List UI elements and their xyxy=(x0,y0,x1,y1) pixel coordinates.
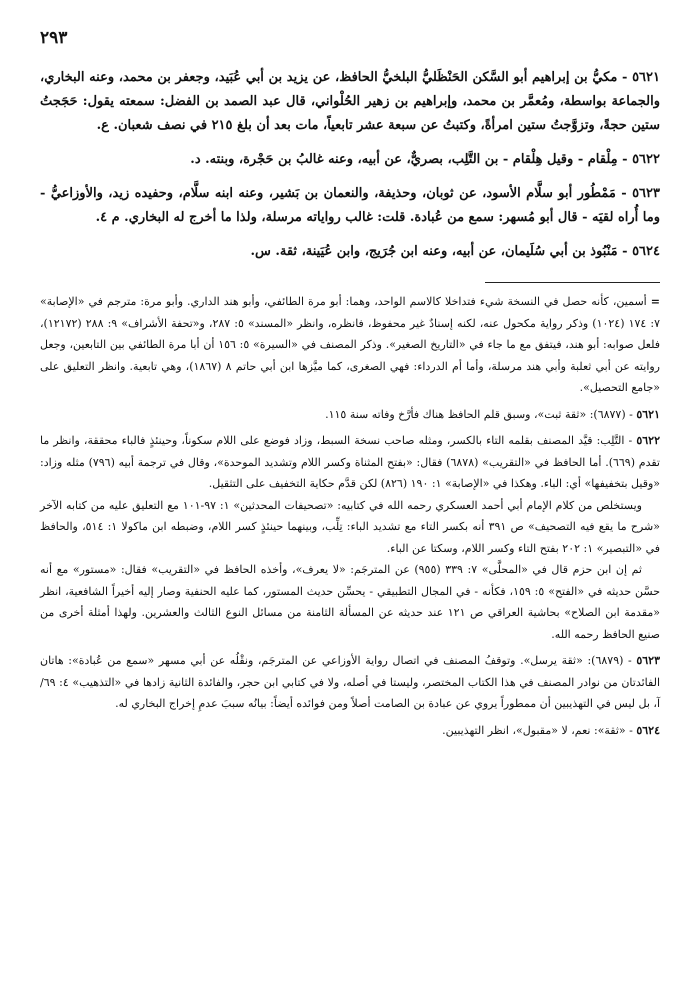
footnote-number: ٥٦٢٣ xyxy=(636,654,660,667)
footnote-text: أسمين، كأنه حصل في النسخة شيء فتداخلا كالاسم الواحد، وهما: أبو مرة الطائفي، وأبو هند الداري. وأبو مرة: مترجم في «الإصابة» ٧: ١٧٤ (١٠٢٤) وذكر رواية مكحول عنه، لكنه إسنادٌ غير محفوظ، فانظره، وانظر «المسند» ٥: ٢٨٧، و«تحفة الأشراف» ٩: ٢٨٨ (١٢١٧٢)، فلعل صوابه: أبو هند، فيتفق مع ما جاء في «التاريخ الصغير». وذكر المصنف في «السيرة» ٥: ١٥٦ أن أبا مرة الطائفي بين التابعين، وجعل روايته عن أبي ثعلبة وأبي هند مرسلة، وأما أم الدرداء: فهي الصغرى، كما ميَّزها ابن أبي حاتم ٨ (١٨٦٧)، وهي تابعية. وانظر التعليق على «جامع التحصيل». xyxy=(40,295,661,394)
entry-number: ٥٦٢٤ xyxy=(632,244,660,259)
footnote-paragraph: ويستخلص من كلام الإمام أبي أحمد العسكري رحمه الله في كتابيه: «تصحيفات المحدثين» ١: ٩٧-١٠١ مع التعليق عليه من كتابه الآخر «شرح ما يقع فيه التصحيف» ص ٣٩١ أنه بكسر التاء مع تشديد الباء: تِلِّب، وبينهما حينئذٍ كسر اللام، وضبطه ابن ماكولا ١: ٥١٤، والحافظ في «التبصير» ١: ٢٠٢ بفتح التاء وكسر اللام، وسكتا عن الباء. xyxy=(40,498,660,555)
entry-5623: ٥٦٢٣ - مَمْطُور أبو سلَّام الأسود، عن ثوبان، وحذيفة، والنعمان بن بَشير، وعنه ابنه سلَّام، وحفيده زيد، والأوزاعيُّ - وما أُراه لقيَه - قال أبو مُسهر: سمع من عُبادة. قلت: غالب رواياته مرسلة، ولذا ما أخرج له البخاري. م ٤. xyxy=(40,186,660,225)
main-text xyxy=(40,66,660,264)
entry-number: ٥٦٢٣ xyxy=(632,186,660,201)
footnote-separator xyxy=(485,282,660,283)
footnote-continuation xyxy=(40,291,660,399)
footnotes xyxy=(40,291,660,741)
entry-5622: ٥٦٢٢ - مِلْقام - وقيل هِلْقام - بن التَّلِب، بصريٌّ، عن أبيه، وعنه غالبُ بن حَجْرة، وبنته. د. xyxy=(190,152,660,167)
footnote-text: - «ثقة»: نعم، لا «مقبول»، انظر التهذيبين. xyxy=(442,723,633,737)
entry-text: مَمْطُور أبو سلَّام الأسود، عن ثوبان، وحذيفة، والنعمان بن بَشير، وعنه ابنه سلَّام، وحفيده زيد، والأوزاعيُّ - وما أُراه لقيَه - قال أبو مُسهر: سمع من عُبادة. قلت: غالب رواياته مرسلة، ولذا ما أخرج له البخاري. م ٤. xyxy=(40,186,660,225)
footnote-text: - (٦٨٧٩): «ثقة يرسل». وتوقفُ المصنف في اتصال رواية الأوزاعي عن المترجَم، ونقْلُه عن أبي مسهر «سمع من عُبادة»: هاتان الفائدتان من نوادر المصنف في هذا الكتاب المختصر، وليستا في أصله، ولا في كتابي ابن حجر، والفائدة الثانية زادها في «التذهيب» ٤: ٦٩/آ، بل ليس في التهذيبين أن ممطوراً يروي عن عبادة بن الصامت أصلاً ومن فوائده أيضاً: بيانُه سببَ عدمِ إخراج البخاري له. xyxy=(40,654,661,710)
entry-number: ٥٦٢١ xyxy=(632,70,660,85)
entry-5621: ٥٦٢١ - مكيُّ بن إبراهيم أبو السَّكن الحَنْظَليُّ البلخيُّ الحافظ، عن يزيد بن أبي عُبَيد، وجعفر بن محمد، وعنه البخاري، والجماعة بواسطة، ومُعمَّر بن محمد، وإبراهيم بن زهير الحُلْواني، قال عبد الصمد بن الفضل: سمعته يقول: حَجَجتُ ستين حجةً، وتزوَّجتُ ستين امرأةً، وكتبتُ عن سبعة عشر تابعياً، مات بعد أن بلغ ٢١٥ في نصف شعبان. ع. xyxy=(40,70,660,133)
entry-text: مَنْبُوذ بن أبي سُلَيمان، عن أبيه، وعنه ابن جُرَيج، وابن عُيَينة، ثقة. س. xyxy=(250,244,618,259)
footnote-5621 xyxy=(40,404,660,426)
footnote-number: ٥٦٢٤ xyxy=(636,723,660,737)
footnote-text: - (٦٨٧٧): «ثقة ثبت»، وسبق قلم الحافظ هناك فأرَّخ وفاته سنة ١١٥. xyxy=(325,407,633,421)
footnote-number: ٥٦٢٢ xyxy=(636,434,660,447)
entry-number: ٥٦٢٢ xyxy=(632,152,660,167)
footnote-5624 xyxy=(40,720,660,742)
footnote-text: - التَّلِب: قيَّد المصنف بقلمه التاء بالكسر، ومثله صاحب نسخة السبط، وزاد فوضع على اللام سكوناً، وحينئذٍ فالباء محققة، وانظر ما تقدم (٦٦٩). أما الحافظ في «التقريب» (٦٨٧٨) فقال: «بفتح المثناة وكسر اللام وتشديد الموحدة»، وقال في ترجمة أبيه (٧٩٦) مثله وزاد: «وقيل بتخفيفها» أي: الباء. وهكذا في «الإصابة» ١: ١٩٠ (٨٢٦) لكن قدَّم حكاية التخفيف على التثقيل. xyxy=(40,434,660,490)
entry-text: مكيُّ بن إبراهيم أبو السَّكن الحَنْظَليُّ البلخيُّ الحافظ، عن يزيد بن أبي عُبَيد، وجعفر بن محمد، وعنه البخاري، والجماعة بواسطة، ومُعمَّر بن محمد، وإبراهيم بن زهير الحُلْواني، قال عبد الصمد بن الفضل: سمعته يقول: حَجَجتُ ستين حجةً، وتزوَّجتُ ستين امرأةً، وكتبتُ عن سبعة عشر تابعياً، مات بعد أن بلغ ٢١٥ في نصف شعبان. ع. xyxy=(40,70,660,133)
entry-text: مِلْقام - وقيل هِلْقام - بن التَّلِب، بصريٌّ، عن أبيه، وعنه غالبُ بن حَجْرة، وبنته. د. xyxy=(190,152,618,167)
footnote-5622 xyxy=(40,430,660,645)
footnote-paragraph: ثم إن ابن حزم قال في «المحلَّى» ٧: ٣٣٩ (٩٥٥) عن المترجَم: «لا يعرف»، وأخذه الحافظ في «التقريب» فقال: «مستور» مع أنه حسَّن حديثه في «الفتح» ٥: ١٥٩، فكأنه - في المجال التطبيقي - يحسِّن حديث المستور، كما عليه الحنفية وصار إليه أخيراً الشافعية، انظر «مقدمة ابن الصلاح» بحاشية العراقي ص ١٢١ عند حديثه عن المسألة الثامنة من مسائل النوع الثالث والعشرين. ولهذا أمثلة أخرى من صنيع الحافظ رحمه الله. xyxy=(40,563,661,641)
page-number: ٢٩٣ xyxy=(40,28,68,48)
footnote-5623 xyxy=(40,650,660,715)
footnote-number: ٥٦٢١ xyxy=(636,407,660,421)
footnote-marker: = xyxy=(650,295,660,308)
entry-5624: ٥٦٢٤ - مَنْبُوذ بن أبي سُلَيمان، عن أبيه، وعنه ابن جُرَيج، وابن عُيَينة، ثقة. س. xyxy=(250,244,660,259)
